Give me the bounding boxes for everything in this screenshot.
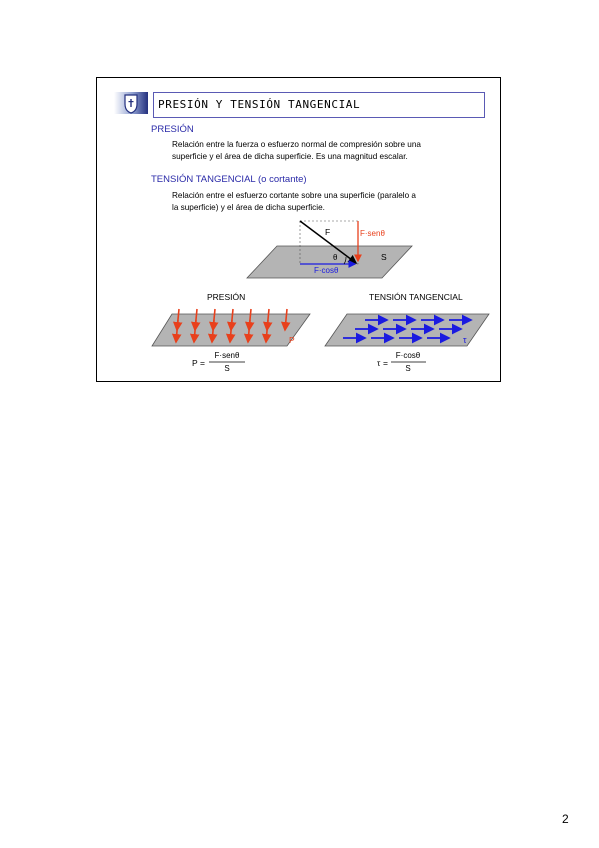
pressure-title: PRESIÓN [207,292,246,302]
section-heading-tension: TENSIÓN TANGENCIAL (o cortante) [151,174,307,185]
slide [96,77,501,382]
force-diagram [247,221,412,278]
pressure-formula-lhs: P [192,358,198,368]
pressure-diagram [152,292,310,373]
vertical-component-label: F·senθ [360,229,385,238]
tension-text-line-2: la superficie) y el área de dicha superficie. [172,203,325,212]
presion-text-line-2: superficie y el área de dicha superficie. Es una magnitud escalar. [172,152,408,161]
shear-formula-numerator: F·cosθ [395,351,421,360]
shear-title: TENSIÓN TANGENCIAL [369,292,463,302]
horizontal-component-label: F·cosθ [314,266,339,275]
pressure-formula-denominator: S [224,364,230,373]
shear-diagram [325,292,489,373]
tension-text-line-1: Relación entre el esfuerzo cortante sobre una superficie (paralelo a [172,191,416,200]
diagrams-canvas [97,78,502,383]
presion-text-line-1: Relación entre la fuerza o esfuerzo normal de compresión sobre una [172,140,421,149]
pressure-formula-equals: = [200,358,205,368]
section-heading-presion: PRESIÓN [151,124,194,135]
slide-title: PRESIÓN Y TENSIÓN TANGENCIAL [158,98,361,111]
pressure-formula-numerator: F·senθ [214,351,240,360]
shear-symbol: τ [463,335,467,345]
pressure-symbol: P [289,335,295,345]
page-number: 2 [562,812,569,826]
surface-label: S [381,252,387,262]
angle-label: θ [333,253,338,262]
shear-formula-equals: = [383,358,388,368]
force-label: F [325,227,331,237]
shear-formula-lhs: τ [377,358,381,368]
shear-formula-denominator: S [405,364,411,373]
